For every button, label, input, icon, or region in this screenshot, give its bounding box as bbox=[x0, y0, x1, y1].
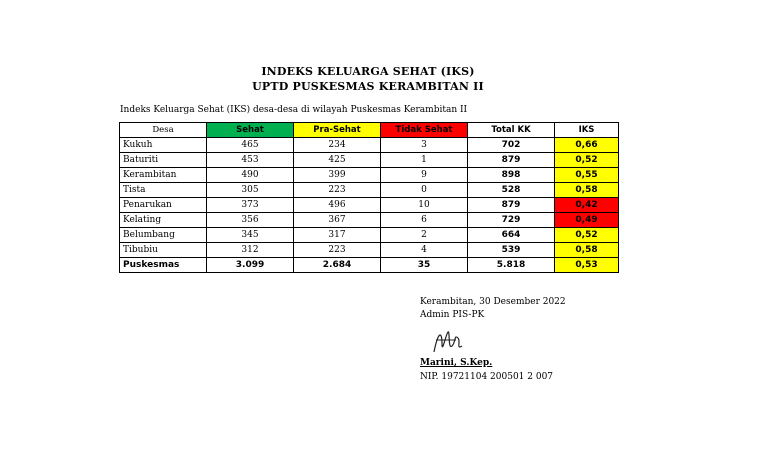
cell-iks: 0,42 bbox=[555, 198, 619, 213]
cell-total-kk: 898 bbox=[468, 168, 555, 183]
cell-iks: 0,53 bbox=[555, 258, 619, 273]
cell-pra-sehat: 234 bbox=[294, 138, 381, 153]
header-tidak-sehat: Tidak Sehat bbox=[381, 123, 468, 138]
cell-desa: Tista bbox=[120, 183, 207, 198]
document-title: INDEKS KELUARGA SEHAT (IKS) bbox=[261, 65, 475, 78]
cell-sehat: 373 bbox=[207, 198, 294, 213]
cell-pra-sehat: 223 bbox=[294, 243, 381, 258]
cell-desa: Tibubiu bbox=[120, 243, 207, 258]
cell-sehat: 490 bbox=[207, 168, 294, 183]
table-caption: Indeks Keluarga Sehat (IKS) desa-desa di wilayah Puskesmas Kerambitan II bbox=[120, 105, 468, 115]
cell-desa: Kerambitan bbox=[120, 168, 207, 183]
signature-scribble bbox=[430, 326, 466, 358]
cell-pra-sehat: 317 bbox=[294, 228, 381, 243]
cell-desa: Belumbang bbox=[120, 228, 207, 243]
cell-desa: Puskesmas bbox=[120, 258, 207, 273]
cell-total-kk: 879 bbox=[468, 153, 555, 168]
cell-total-kk: 5.818 bbox=[468, 258, 555, 273]
table-row bbox=[120, 228, 619, 243]
cell-sehat: 345 bbox=[207, 228, 294, 243]
cell-iks: 0,58 bbox=[555, 183, 619, 198]
cell-desa: Baturiti bbox=[120, 153, 207, 168]
cell-pra-sehat: 2.684 bbox=[294, 258, 381, 273]
cell-tidak-sehat: 9 bbox=[381, 168, 468, 183]
cell-iks: 0,52 bbox=[555, 228, 619, 243]
cell-sehat: 453 bbox=[207, 153, 294, 168]
cell-iks: 0,52 bbox=[555, 153, 619, 168]
cell-desa: Penarukan bbox=[120, 198, 207, 213]
cell-pra-sehat: 496 bbox=[294, 198, 381, 213]
cell-tidak-sehat: 3 bbox=[381, 138, 468, 153]
cell-tidak-sehat: 0 bbox=[381, 183, 468, 198]
table-row bbox=[120, 198, 619, 213]
cell-pra-sehat: 367 bbox=[294, 213, 381, 228]
header-total-kk: Total KK bbox=[468, 123, 555, 138]
cell-desa: Kukuh bbox=[120, 138, 207, 153]
cell-tidak-sehat: 6 bbox=[381, 213, 468, 228]
cell-tidak-sehat: 2 bbox=[381, 228, 468, 243]
cell-total-kk: 729 bbox=[468, 213, 555, 228]
signature-place-date: Kerambitan, 30 Desember 2022 bbox=[420, 297, 566, 307]
table-row bbox=[120, 138, 619, 153]
header-pra-sehat: Pra-Sehat bbox=[294, 123, 381, 138]
cell-tidak-sehat: 10 bbox=[381, 198, 468, 213]
signature-name: Marini, S.Kep. bbox=[420, 358, 493, 368]
header-iks: IKS bbox=[555, 123, 619, 138]
table-row bbox=[120, 243, 619, 258]
cell-iks: 0,58 bbox=[555, 243, 619, 258]
cell-iks: 0,66 bbox=[555, 138, 619, 153]
table-row bbox=[120, 153, 619, 168]
signature-role: Admin PIS-PK bbox=[420, 310, 485, 320]
table-row bbox=[120, 258, 619, 273]
cell-pra-sehat: 399 bbox=[294, 168, 381, 183]
signature-nip: NIP. 19721104 200501 2 007 bbox=[420, 372, 554, 382]
table-row bbox=[120, 183, 619, 198]
header-desa: Desa bbox=[120, 123, 207, 138]
cell-tidak-sehat: 1 bbox=[381, 153, 468, 168]
table-row bbox=[120, 213, 619, 228]
cell-pra-sehat: 425 bbox=[294, 153, 381, 168]
cell-tidak-sehat: 35 bbox=[381, 258, 468, 273]
cell-total-kk: 879 bbox=[468, 198, 555, 213]
cell-pra-sehat: 223 bbox=[294, 183, 381, 198]
cell-total-kk: 539 bbox=[468, 243, 555, 258]
iks-table bbox=[119, 122, 619, 273]
table-row bbox=[120, 168, 619, 183]
cell-total-kk: 702 bbox=[468, 138, 555, 153]
cell-tidak-sehat: 4 bbox=[381, 243, 468, 258]
header-sehat: Sehat bbox=[207, 123, 294, 138]
cell-total-kk: 528 bbox=[468, 183, 555, 198]
cell-sehat: 312 bbox=[207, 243, 294, 258]
cell-iks: 0,55 bbox=[555, 168, 619, 183]
cell-sehat: 465 bbox=[207, 138, 294, 153]
cell-sehat: 3.099 bbox=[207, 258, 294, 273]
table-header-row bbox=[120, 123, 619, 138]
cell-sehat: 305 bbox=[207, 183, 294, 198]
cell-desa: Kelating bbox=[120, 213, 207, 228]
document-subtitle-org: UPTD PUSKESMAS KERAMBITAN II bbox=[252, 80, 484, 93]
cell-total-kk: 664 bbox=[468, 228, 555, 243]
cell-sehat: 356 bbox=[207, 213, 294, 228]
cell-iks: 0,49 bbox=[555, 213, 619, 228]
